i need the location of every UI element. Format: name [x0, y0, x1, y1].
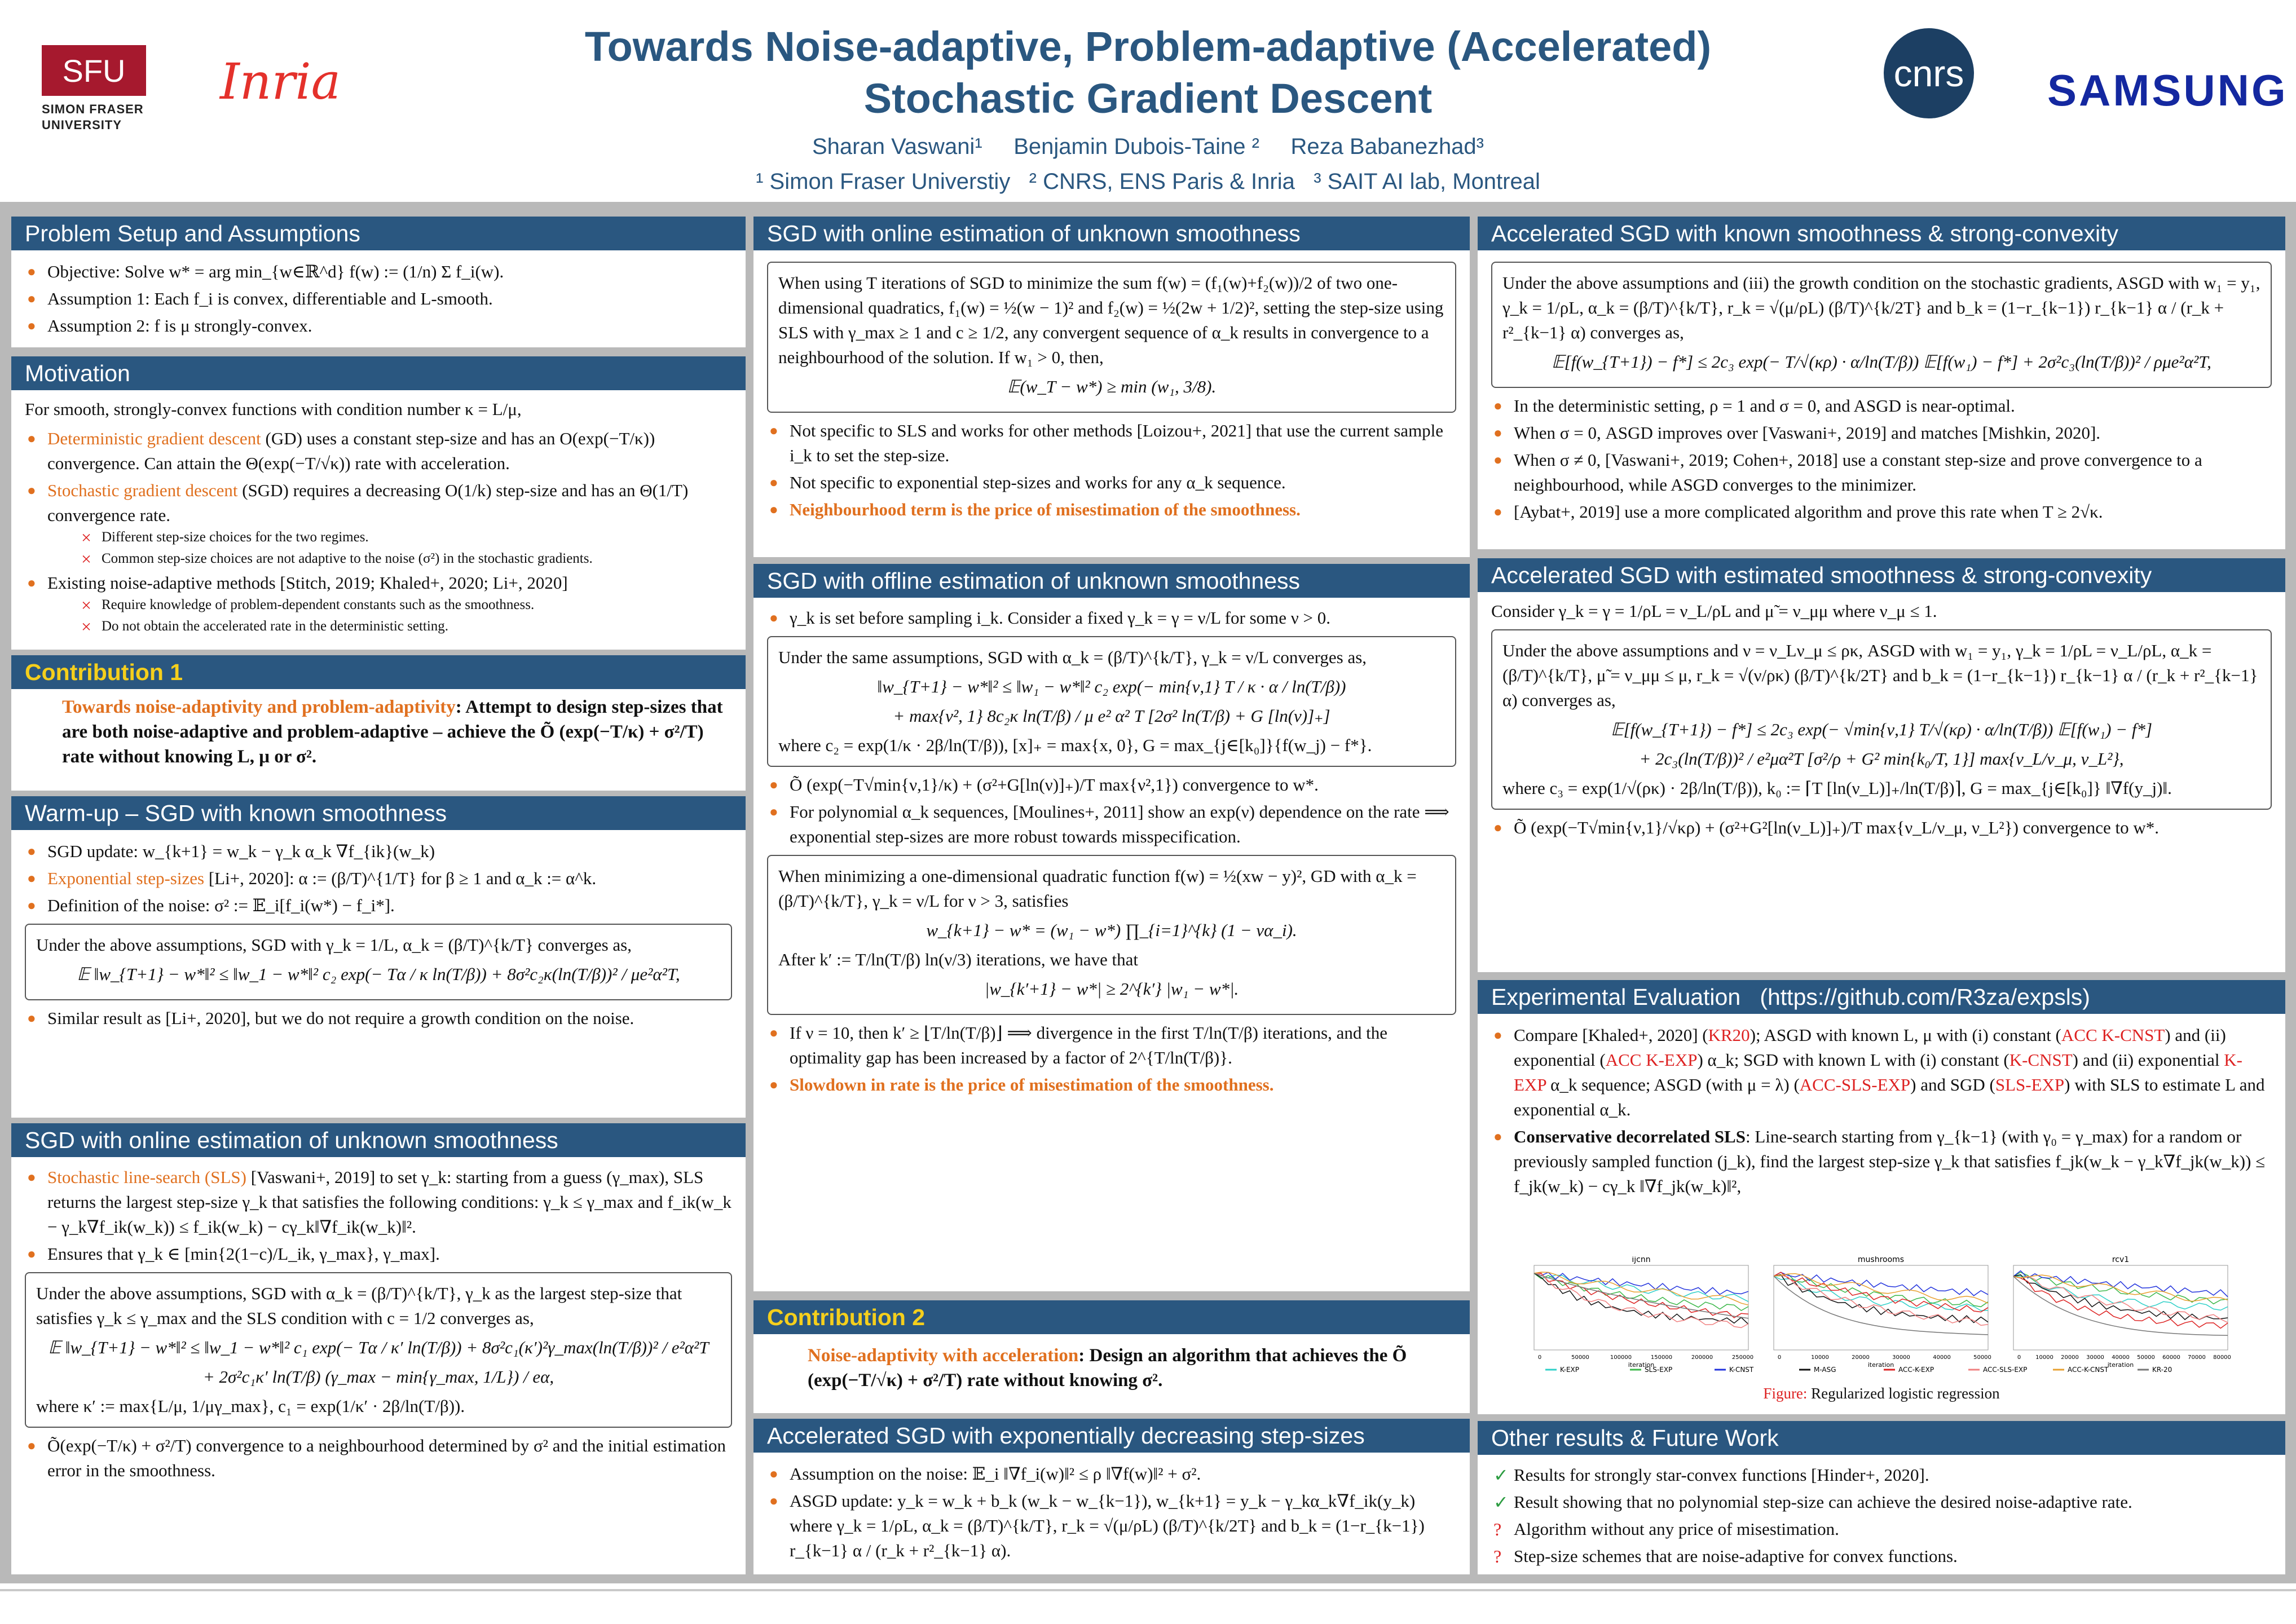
list-item: × Require knowledge of problem-dependent constants such as the smoothness.	[79, 595, 732, 615]
poster-footer	[0, 1583, 2296, 1624]
list-item: ● [Aybat+, 2019] use a more complicated algorithm and prove this rate when T ≥ 2√κ.	[1491, 500, 2272, 524]
contribution-1-lead: Towards noise-adaptivity and problem-adaptivity	[62, 697, 456, 717]
panel-offline-title: SGD with offline estimation of unknown smoothness	[753, 564, 1470, 598]
poster-title-line1: Towards Noise-adaptive, Problem-adaptive (Accelerated)	[584, 23, 1712, 70]
list-item: × Do not obtain the accelerated rate in the deterministic setting.	[79, 617, 732, 636]
poster-affiliations: ¹ Simon Fraser Universtiy ² CNRS, ENS Paris & Inria ³ SAIT AI lab, Montreal	[756, 169, 1540, 194]
list-item: ✓ Result showing that no polynomial step-size can achieve the desired noise-adaptive rate.	[1491, 1490, 2272, 1515]
legend-entry: KR-20	[2152, 1366, 2172, 1374]
list-item: ● SGD update: w_{k+1} = w_k − γ_k α_k ∇f_{ik}(w_k)	[25, 839, 732, 864]
legend-entry: K-EXP	[1560, 1366, 1579, 1374]
panel-contribution-2	[753, 1300, 1470, 1413]
x-tick-label: 250000	[1731, 1354, 1754, 1361]
panel-contribution-2-title: Contribution 2	[753, 1300, 1470, 1334]
figure-caption: Figure: Regularized logistic regression	[1763, 1385, 2000, 1402]
theorem-text: Under the above assumptions and (iii) the growth condition on the stochastic gradients, ASGD with w₁ = y₁, γ_k = 1/ρL, α_k = (β/T)^{k/T}, r_k = √(μ/ρL) (β/T)^{k/2T} and b_k = (1−r_{k−1}) r_{k−1} α / (r_k + r²_{k−1} α) converges as,	[1502, 273, 2260, 342]
list-item: ● Õ (exp(−T√min{ν,1}/√κρ) + (σ²+G²[ln(ν_L)]₊)/T max{ν_L/ν_μ, ν_L²}) convergence to w*.	[1491, 815, 2272, 840]
list-item: ? Step-size schemes that are noise-adaptive for convex functions.	[1491, 1544, 2272, 1569]
x-tick-label: 0	[2017, 1354, 2021, 1361]
motivation-intro: For smooth, strongly-convex functions with condition number κ = L/μ,	[25, 399, 522, 419]
cnrs-logo: cnrs	[1884, 28, 1974, 118]
list-item: ● Õ (exp(−T√min{ν,1}/κ) + (σ²+G[ln(ν)]₊)/T max{ν²,1}) convergence to w*.	[767, 773, 1456, 797]
list-item: ● Õ(exp(−T/κ) + σ²/T) convergence to a neighbourhood determined by σ² and the initial estimation error in the smoothness.	[25, 1433, 732, 1483]
legend-entry: ACC-SLS-EXP	[1983, 1366, 2028, 1374]
list-item: ● Ensures that γ_k ∈ [min{2(1−c)/L_ik, γ_max}, γ_max].	[25, 1242, 732, 1266]
panel-setup-title: Problem Setup and Assumptions	[11, 217, 746, 250]
list-item: ● Assumption on the noise: 𝔼_i ‖∇f_i(w)‖² ≤ ρ ‖∇f(w)‖² + σ².	[767, 1462, 1456, 1486]
legend-entry: K-CNST	[1729, 1366, 1754, 1374]
theorem-equation: 𝔼 ‖w_{T+1} − w*‖² ≤ ‖w_1 − w*‖² c₂ exp(− Tα / κ ln(T/β)) + 8σ²c₂κ(ln(T/β))² / μe²α²T,	[77, 964, 680, 984]
x-tick-label: 40000	[2112, 1354, 2130, 1361]
list-item: ● Definition of the noise: σ² := 𝔼_i[f_i(w*) − f_i*].	[25, 893, 732, 918]
theorem-equation: + max{ν², 1} 8c₂κ ln(T/β) / μ e² α² T [2σ² ln(T/β) + G [ln(ν)]₊]	[893, 706, 1330, 726]
theorem-equation: + 2c₃(ln(T/β))² / e²μα²T [σ²/ρ + G² min{k₀/T, 1}] max{ν_L/ν_μ, ν_L²},	[1639, 749, 2124, 769]
x-axis-label: iteration	[2107, 1361, 2134, 1369]
theorem-where: where κ′ := max{L/μ, 1/μγ_max}, c₁ = exp(1/κ′ · 2β/ln(T/β)).	[36, 1396, 465, 1416]
poster-title-line2: Stochastic Gradient Descent	[863, 75, 1433, 122]
theorem-text: Under the above assumptions, SGD with α_k = (β/T)^{k/T}, γ_k as the largest step-size that satisfies γ_k ≤ γ_max and the SLS condition with c = 1/2 converges as,	[36, 1283, 682, 1328]
panel-accel-est	[1478, 558, 2285, 972]
panel-contribution-1-title: Contribution 1	[11, 655, 746, 689]
panel-accel-known-title: Accelerated SGD with known smoothness & strong-convexity	[1478, 217, 2285, 250]
theorem-box	[767, 636, 1456, 767]
x-tick-label: 10000	[2035, 1354, 2053, 1361]
x-tick-label: 30000	[1892, 1354, 1910, 1361]
theorem-box	[1491, 629, 2272, 810]
contribution-1-text: : Attempt to design step-sizes that are both noise-adaptive and problem-adaptive – achieve the Õ (exp(−T/κ) + σ²/T) rate without knowing L, μ or σ².	[62, 697, 723, 767]
theorem-equation: 𝔼[f(w_{T+1}) − f*] ≤ 2c₃ exp(− T/√(κρ) · α/ln(T/β)) 𝔼[f(w₁) − f*] + 2σ²c₃(ln(T/β))² / ρμe²α²T,	[1552, 352, 2211, 372]
repo-link[interactable]: (https://github.com/R3za/expsls)	[1760, 984, 2090, 1010]
list-item: ● Stochastic gradient descent (SGD) requires a decreasing O(1/k) step-size and has an Θ(1/T) convergence rate. × Different step-size choices for the two regimes. × Common step-size choices are not adaptive to the noise (σ²) in the stochastic gradients.	[25, 478, 732, 568]
contribution-2-lead: Noise-adaptivity with acceleration	[808, 1345, 1079, 1366]
other-list	[1491, 1463, 2272, 1569]
list-item: ● Existing noise-adaptive methods [Stitch, 2019; Khaled+, 2020; Li+, 2020] × Require knowledge of problem-dependent constants such as the smoothness. × Do not obtain the accelerated rate in the deterministic setting.	[25, 571, 732, 636]
x-tick-label: 60000	[2162, 1354, 2180, 1361]
theorem-box	[25, 1272, 732, 1428]
panel-motivation	[11, 356, 746, 650]
panel-motivation-title: Motivation	[11, 356, 746, 390]
list-item: × Different step-size choices for the two regimes.	[79, 528, 732, 547]
accel-est-intro: Consider γ_k = γ = 1/ρL = ν_L/ρL and μ̃ = ν_μμ where ν_μ ≤ 1.	[1491, 601, 1937, 621]
list-item: ● Assumption 1: Each f_i is convex, differentiable and L-smooth.	[25, 286, 732, 311]
panel-online	[753, 217, 1470, 557]
theorem-text: When minimizing a one-dimensional quadratic function f(w) = ½(xw − y)², GD with α_k = (β/T)^{k/T}, γ_k = ν/L for ν > 3, satisfies	[778, 866, 1417, 911]
poster-authors: Sharan Vaswani¹ Benjamin Dubois-Taine ² Reza Babanezhad³	[812, 134, 1484, 159]
contribution-2-text: : Design an algorithm that achieves the Õ (exp(−T/√κ) + σ²/T) rate without knowing σ².	[808, 1345, 1407, 1391]
x-axis-label: iteration	[1628, 1361, 1655, 1369]
list-item: ✓ Results for strongly star-convex functions [Hinder+, 2020].	[1491, 1463, 2272, 1488]
inria-logo-text: Inria	[220, 54, 341, 111]
list-item: ● If ν = 10, then k′ ≥ ⌊T/ln(T/β)⌋ ⟹ divergence in the first T/ln(T/β) iterations, and the optimality gap has been increased by a factor of 2^{T/ln(T/β)}.	[767, 1021, 1456, 1070]
x-tick-label: 150000	[1650, 1354, 1673, 1361]
list-item: ● Conservative decorrelated SLS: Line-search starting from γ_{k−1} (with γ₀ = γ_max) for a random or previously sampled function (j_k), find the largest step-size γ_k that satisfies f_jk(w_k − γ_k∇f_jk(w_k)) ≤ f_jk(w_k) − cγ_k ‖∇f_jk(w_k)‖²,	[1491, 1124, 2272, 1199]
list-item: ● ASGD update: y_k = w_k + b_k (w_k − w_{k−1}), w_{k+1} = y_k − γ_kα_k∇f_ik(y_k) where γ_k = 1/ρL, α_k = (β/T)^{k/T}, r_k = √(μ/ρL) (β/T)^{k/2T} and b_k = (1−r_{k−1}) r_{k−1} α / (r_k + r²_{k−1} α).	[767, 1489, 1456, 1563]
list-item: ● Assumption 2: f is μ strongly-convex.	[25, 314, 732, 338]
list-item: ● For polynomial α_k sequences, [Moulines+, 2011] show an exp(ν) dependence on the rate ⟹ exponential step-sizes are more robust towards misspecification.	[767, 800, 1456, 849]
x-tick-label: 0	[1777, 1354, 1782, 1361]
gd-label: Deterministic gradient descent	[47, 429, 261, 448]
panel-sls-title: SGD with online estimation of unknown smoothness	[11, 1123, 746, 1157]
x-tick-label: 40000	[1933, 1354, 1951, 1361]
sls-label: Stochastic line-search (SLS)	[47, 1167, 246, 1187]
x-tick-label: 80000	[2213, 1354, 2231, 1361]
x-axis-label: iteration	[1867, 1361, 1894, 1369]
x-tick-label: 0	[1537, 1354, 1542, 1361]
list-item: ● Deterministic gradient descent (GD) uses a constant step-size and has an O(exp(−T/κ)) convergence. Can attain the Θ(exp(−T/√κ)) rate with acceleration.	[25, 426, 732, 476]
x-tick-label: 20000	[2061, 1354, 2079, 1361]
x-tick-label: 70000	[2188, 1354, 2206, 1361]
legend-entry: ACC-K-EXP	[1898, 1366, 1934, 1374]
sgd-label: Stochastic gradient descent	[47, 480, 238, 500]
x-tick-label: 10000	[1811, 1354, 1829, 1361]
list-item: ● Stochastic line-search (SLS) [Vaswani+, 2019] to set γ_k: starting from a guess (γ_max), SLS returns the largest step-size γ_k that satisfies the following conditions: γ_k ≤ γ_max and f_ik(w_k − γ_k∇f_ik(w_k)) ≤ f_ik(w_k) − cγ_k‖∇f_ik(w_k)‖².	[25, 1165, 732, 1239]
x-tick-label: 50000	[1571, 1354, 1589, 1361]
legend-entry: SLS-EXP	[1645, 1366, 1673, 1374]
list-item: × Common step-size choices are not adaptive to the noise (σ²) in the stochastic gradients.	[79, 549, 732, 568]
theorem-equation: |w_{k′+1} − w*| ≥ 2^{k′} |w₁ − w*|.	[984, 979, 1239, 999]
panel-other-title: Other results & Future Work	[1478, 1421, 2285, 1455]
footer-rule	[0, 1589, 2296, 1591]
list-item: ● Slowdown in rate is the price of misestimation of the smoothness.	[767, 1073, 1456, 1097]
theorem-equation: ‖w_{T+1} − w*‖² ≤ ‖w₁ − w*‖² c₂ exp(− min{ν,1} T / κ · α / ln(T/β))	[877, 677, 1346, 696]
theorem-equation: + 2σ²c₁κ′ ln(T/β) (γ_max − min{γ_max, 1/L}) / eα,	[202, 1367, 554, 1387]
theorem-equation: 𝔼(w_T − w*) ≥ min (w₁, 3/8).	[1007, 377, 1217, 396]
list-item: ● Compare [Khaled+, 2020] (KR20); ASGD with known L, μ with (i) constant (ACC K-CNST) and (ii) exponential (ACC K-EXP) α_k; SGD with known L with (i) constant (K-CNST) and (ii) exponential K-EXP α_k sequence; ASGD (with μ = λ) (ACC-SLS-EXP) and SGD (SLS-EXP) with SLS to estimate L and exponential α_k.	[1491, 1023, 2272, 1122]
legend-entry: ACC-K-CNST	[2068, 1366, 2109, 1374]
list-item: ● Neighbourhood term is the price of misestimation of the smoothness.	[767, 497, 1456, 522]
list-item: ● When σ ≠ 0, [Vaswani+, 2019; Cohen+, 2018] use a constant step-size and prove convergence to a neighbourhood, while ASGD converges to the minimizer.	[1491, 448, 2272, 497]
theorem-box	[767, 855, 1456, 1015]
legend-entry: M-ASG	[1814, 1366, 1836, 1374]
x-tick-label: 200000	[1691, 1354, 1713, 1361]
exp-step-label: Exponential step-sizes	[47, 868, 205, 888]
x-tick-label: 20000	[1852, 1354, 1870, 1361]
theorem-text: Under the above assumptions and ν = ν_Lν_μ ≤ ρκ, ASGD with w₁ = y₁, γ_k = 1/ρL = ν_L/ρL, α_k = (β/T)^{k/T}, μ̃ = ν_μμ ≤ μ, r_k = √(ν/ρκ) (β/T)^{k/2T} and b_k = (1−r_{k−1}) r_{k−1} α / (r_k + r²_{k−1} α) converges as,	[1502, 641, 2258, 710]
plot-title: mushrooms	[1857, 1256, 1905, 1264]
theorem-where: where c₂ = exp(1/κ · 2β/ln(T/β)), [x]₊ = max{x, 0}, G = max_{j∈[k₀]}{f(w_j) − f*}.	[778, 735, 1372, 755]
list-item: ? Algorithm without any price of misestimation.	[1491, 1517, 2272, 1542]
theorem-box	[25, 924, 732, 1000]
panel-contribution-1	[11, 655, 746, 791]
setup-list	[25, 259, 732, 338]
experiment-plots	[1523, 1256, 2239, 1380]
panel-accel-est-title: Accelerated SGD with estimated smoothness & strong-convexity	[1478, 558, 2285, 592]
theorem-text: Under the same assumptions, SGD with α_k = (β/T)^{k/T}, γ_k = ν/L converges as,	[778, 647, 1367, 667]
plot-mushrooms	[1774, 1256, 1991, 1369]
plot-rcv1	[2013, 1256, 2231, 1369]
plot-title: ijcnn	[1632, 1256, 1651, 1264]
cds-lead: Conservative decorrelated SLS	[1514, 1127, 1746, 1146]
panel-experiments	[1478, 980, 2285, 1414]
sfu-subtitle: SIMON FRASER UNIVERSITY	[42, 102, 144, 132]
samsung-logo: SAMSUNG	[2047, 65, 2288, 115]
list-item: ● γ_k is set before sampling i_k. Consider a fixed γ_k = γ = ν/L for some ν > 0.	[767, 606, 1456, 630]
panel-other	[1478, 1421, 2285, 1574]
theorem-text: After k′ := T/ln(T/β) ln(ν/3) iterations, we have that	[778, 950, 1138, 969]
panel-accel-known	[1478, 217, 2285, 549]
theorem-equation: 𝔼 ‖w_{T+1} − w*‖² ≤ ‖w_1 − w*‖² c₁ exp(− Tα / κ′ ln(T/β)) + 8σ²c₁(κ′)²γ_max(ln(T/β))² / e²α²T	[48, 1338, 709, 1357]
panel-accel-exp-title: Accelerated SGD with exponentially decreasing step-sizes	[753, 1419, 1470, 1453]
theorem-box	[1491, 262, 2272, 388]
theorem-equation: 𝔼[f(w_{T+1}) − f*] ≤ 2c₃ exp(− √min{ν,1} T/√(κρ) · α/ln(T/β)) 𝔼[f(w₁) − f*]	[1610, 720, 2153, 739]
x-tick-label: 50000	[2137, 1354, 2155, 1361]
panel-warmup	[11, 796, 746, 1118]
list-item: ● Not specific to exponential step-sizes and works for any α_k sequence.	[767, 470, 1456, 495]
x-tick-label: 30000	[2086, 1354, 2104, 1361]
panel-offline	[753, 564, 1470, 1291]
plot-ijcnn	[1534, 1256, 1753, 1369]
theorem-text: When using T iterations of SGD to minimize the sum f(w) = (f₁(w)+f₂(w))/2 of two one-dimensional quadratics, f₁(w) = ½(w − 1)² and f₂(w) = ½(2w + 1/2)², setting the step-size using SLS with γ_max ≥ 1 and c ≥ 1/2, any convergent sequence of α_k results in convergence to a neighbourhood of the solution. If w₁ > 0, then,	[778, 273, 1444, 367]
sfu-logo: SFU	[42, 45, 146, 96]
plot-title: rcv1	[2112, 1256, 2130, 1264]
panel-online-title: SGD with online estimation of unknown smoothness	[753, 217, 1470, 250]
theorem-where: where c₃ = exp(1/√(ρκ) · 2β/ln(T/β)), k₀ := ⌈T [ln(ν_L)]₊/ln(T/β)⌉, G = max_{j∈[k₀]} ‖∇f(y_j)‖.	[1502, 778, 2172, 798]
list-item: ● When σ = 0, ASGD improves over [Vaswani+, 2019] and matches [Mishkin, 2020].	[1491, 421, 2272, 445]
x-tick-label: 50000	[1973, 1354, 1991, 1361]
list-item: ● Objective: Solve w* = arg min_{w∈ℝ^d} f(w) := (1/n) Σ f_i(w).	[25, 259, 732, 284]
x-tick-label: 100000	[1610, 1354, 1632, 1361]
theorem-text: Under the above assumptions, SGD with γ_k = 1/L, α_k = (β/T)^{k/T} converges as,	[36, 935, 632, 955]
poster-header	[0, 0, 2296, 202]
list-item: ● Not specific to SLS and works for other methods [Loizou+, 2021] that use the current sample i_k to set the step-size.	[767, 418, 1456, 468]
panel-setup	[11, 217, 746, 347]
list-item: ● In the deterministic setting, ρ = 1 and σ = 0, and ASGD is near-optimal.	[1491, 394, 2272, 418]
theorem-box	[767, 262, 1456, 413]
panel-accel-exp	[753, 1419, 1470, 1574]
panel-warmup-title: Warm-up – SGD with known smoothness	[11, 796, 746, 830]
panel-experiments-title: Experimental Evaluation (https://github.com/R3za/expsls)	[1478, 980, 2285, 1014]
panel-sls	[11, 1123, 746, 1574]
list-item: ● Exponential step-sizes [Li+, 2020]: α := (β/T)^{1/T} for β ≥ 1 and α_k := α^k.	[25, 866, 732, 891]
list-item: ● Similar result as [Li+, 2020], but we do not require a growth condition on the noise.	[25, 1006, 732, 1031]
theorem-equation: w_{k+1} − w* = (w₁ − w*) ∏_{i=1}^{k} (1 − να_i).	[926, 920, 1297, 940]
